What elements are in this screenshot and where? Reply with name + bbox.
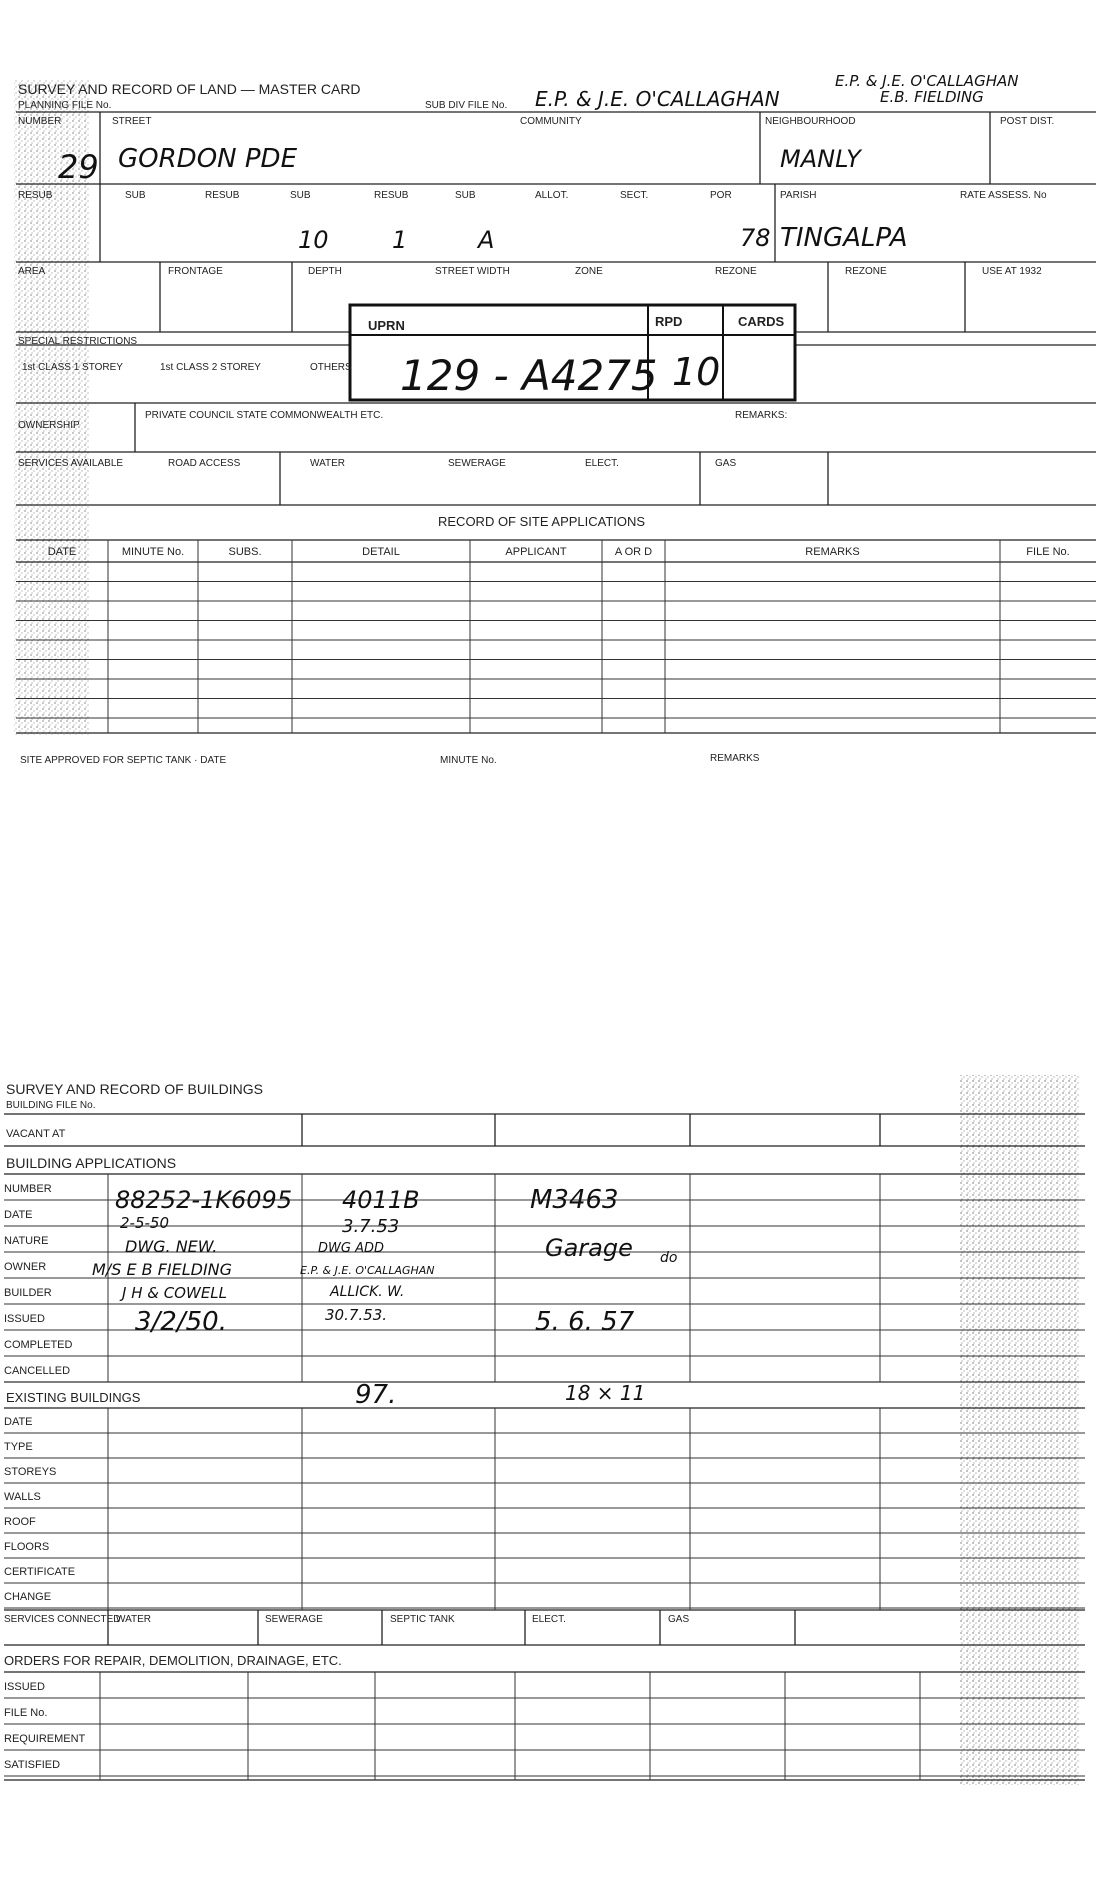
number-label: NUMBER (18, 116, 62, 127)
services-connected-label: SERVICES CONNECTED (4, 1614, 121, 1625)
uprn-value: 129 - A4275 (400, 351, 658, 400)
orders-table (4, 1672, 1085, 1780)
uprn-label: UPRN (368, 318, 405, 333)
planning-file-label: PLANNING FILE No. (18, 100, 112, 111)
orders-row-label: ISSUED (4, 1681, 45, 1693)
site-app-col-header: A OR D (614, 546, 653, 558)
svc-elect-label: ELECT. (532, 1614, 566, 1625)
remarks-label: REMARKS: (735, 410, 788, 421)
orders-row-label: REQUIREMENT (4, 1733, 86, 1745)
site-app-col-header: DETAIL (362, 546, 400, 558)
existing-value-2: 18 × 11 (565, 1381, 646, 1405)
por-label: POR (710, 190, 732, 201)
sub-value: 10 (298, 226, 329, 254)
owner-handwritten-2: E.P. & J.E. O'CALLAGHAN (835, 72, 1019, 90)
existing-value-1: 97. (355, 1380, 397, 1410)
street-label: STREET (112, 116, 152, 127)
number-value: 29 (58, 148, 99, 186)
street-width-label: STREET WIDTH (435, 266, 510, 277)
depth-label: DEPTH (308, 266, 342, 277)
svc-gas-label: GAS (668, 1614, 690, 1625)
svc-septic-label: SEPTIC TANK (390, 1614, 455, 1625)
rezone-label: REZONE (715, 266, 757, 277)
street-value: GORDON PDE (118, 144, 298, 174)
land-card-title: SURVEY AND RECORD OF LAND — MASTER CARD (18, 81, 361, 97)
building-app-row-label: BUILDER (4, 1287, 52, 1299)
existing-row-label: CERTIFICATE (4, 1566, 76, 1578)
resub-label: RESUB (18, 190, 53, 201)
orders-title: ORDERS FOR REPAIR, DEMOLITION, DRAINAGE, ETC. (4, 1653, 342, 1668)
frontage-label: FRONTAGE (168, 266, 223, 277)
site-app-col-header: MINUTE No. (121, 546, 185, 558)
app2-number: 4011B (342, 1186, 420, 1214)
building-app-row-label: DATE (4, 1209, 33, 1221)
app1-date: 2-5-50 (120, 1214, 169, 1232)
rpd-label: RPD (655, 314, 683, 329)
building-app-row-label: NUMBER (4, 1183, 52, 1195)
site-applications-title: RECORD OF SITE APPLICATIONS (438, 514, 646, 529)
zone-label: ZONE (575, 266, 603, 277)
building-app-row-label: ISSUED (4, 1313, 45, 1325)
cards-label: CARDS (738, 314, 785, 329)
others-label: OTHERS (310, 362, 352, 373)
site-app-col-header: FILE No. (1026, 546, 1070, 558)
app2-owner: E.P. & J.E. O'CALLAGHAN (300, 1264, 435, 1277)
app2-date: 3.7.53 (342, 1216, 400, 1237)
area-label: AREA (18, 266, 46, 277)
por-value: 78 (740, 224, 771, 252)
app1-nature: DWG. NEW. (125, 1237, 218, 1256)
water-label: WATER (310, 458, 345, 469)
sewerage-label: SEWERAGE (448, 458, 506, 469)
app1-number: 88252-1K6095 (115, 1186, 293, 1214)
existing-buildings-title: EXISTING BUILDINGS (6, 1390, 141, 1405)
uprn-stamp (350, 305, 795, 400)
building-app-row-label: OWNER (4, 1261, 47, 1273)
services-available-label: SERVICES AVAILABLE (18, 458, 124, 469)
owner-handwritten-1: E.P. & J.E. O'CALLAGHAN (535, 87, 780, 111)
existing-row-label: CHANGE (4, 1591, 52, 1603)
allot-label: ALLOT. (535, 190, 569, 201)
class2-label: 1st CLASS 2 STOREY (160, 362, 261, 373)
app2-issued: 30.7.53. (325, 1306, 388, 1324)
road-access-label: ROAD ACCESS (168, 458, 241, 469)
rate-assess-label: RATE ASSESS. No (960, 190, 1047, 201)
site-app-col-header: DATE (47, 546, 77, 558)
resub3-label: RESUB (374, 190, 409, 201)
app3-issued: 5. 6. 57 (535, 1307, 635, 1337)
sect-label: SECT. (620, 190, 649, 201)
existing-row-label: FLOORS (4, 1541, 50, 1553)
building-card (4, 1075, 1085, 1785)
site-app-col-header: SUBS. (228, 546, 262, 558)
sub-div-file-label: SUB DIV FILE No. (425, 100, 508, 111)
existing-row-label: TYPE (4, 1441, 33, 1453)
ownership-label: OWNERSHIP (18, 420, 80, 431)
septic-label: SITE APPROVED FOR SEPTIC TANK · DATE (20, 755, 227, 766)
ownership-options: PRIVATE COUNCIL STATE COMMONWEALTH ETC. (145, 410, 384, 421)
sub2-value: A (478, 226, 495, 254)
septic-remarks-label: REMARKS (710, 753, 760, 764)
app1-issued: 3/2/50. (135, 1307, 227, 1337)
existing-row-label: WALLS (4, 1491, 41, 1503)
scan-noise-right (960, 1075, 1080, 1785)
use-at-label: USE AT 1932 (982, 266, 1042, 277)
existing-row-label: DATE (4, 1416, 33, 1428)
sub3-label: SUB (455, 190, 476, 201)
rpd-value: 10 (672, 350, 721, 394)
resub-value: 1 (392, 226, 408, 254)
rezone2-label: REZONE (845, 266, 887, 277)
orders-row-label: FILE No. (4, 1707, 48, 1719)
building-applications-title: BUILDING APPLICATIONS (6, 1155, 177, 1171)
svc-sewerage-label: SEWERAGE (265, 1614, 323, 1625)
special-restrictions-label: SPECIAL RESTRICTIONS (18, 336, 138, 347)
building-file-label: BUILDING FILE No. (6, 1100, 96, 1111)
existing-buildings-table (4, 1408, 1085, 1610)
orders-row-label: SATISFIED (4, 1759, 61, 1771)
sub2-label: SUB (290, 190, 311, 201)
land-card (14, 72, 1096, 766)
app3-nature: Garage (545, 1234, 633, 1262)
building-app-row-label: NATURE (4, 1235, 49, 1247)
app2-nature: DWG ADD (318, 1241, 384, 1256)
app2-builder: ALLICK. W. (330, 1284, 405, 1300)
owner-handwritten-3: E.B. FIELDING (880, 88, 984, 106)
class1-label: 1st CLASS 1 STOREY (22, 362, 123, 373)
septic-minute-label: MINUTE No. (440, 755, 497, 766)
neighbourhood-value: MANLY (780, 145, 861, 173)
neighbourhood-label: NEIGHBOURHOOD (765, 116, 856, 127)
vacant-label: VACANT AT (6, 1128, 66, 1140)
building-card-title: SURVEY AND RECORD OF BUILDINGS (6, 1081, 263, 1097)
app3-nature-extra: do (660, 1250, 678, 1266)
building-app-row-label: COMPLETED (4, 1339, 73, 1351)
site-app-col-header: REMARKS (805, 546, 860, 558)
existing-row-label: STOREYS (4, 1466, 57, 1478)
app1-owner: M/S E B FIELDING (92, 1260, 233, 1279)
resub2-label: RESUB (205, 190, 240, 201)
existing-row-label: ROOF (4, 1516, 36, 1528)
site-app-col-header: APPLICANT (505, 546, 567, 558)
parish-label: PARISH (780, 190, 817, 201)
svc-water-label: WATER (116, 1614, 151, 1625)
elect-label: ELECT. (585, 458, 619, 469)
app1-builder: J H & COWELL (122, 1284, 228, 1302)
post-dist-label: POST DIST. (1000, 116, 1055, 127)
gas-label: GAS (715, 458, 737, 469)
sub-label: SUB (125, 190, 146, 201)
building-app-row-label: CANCELLED (4, 1365, 71, 1377)
site-applications-table (16, 540, 1096, 733)
app3-number: M3463 (530, 1185, 619, 1215)
community-label: COMMUNITY (520, 116, 582, 127)
parish-value: TINGALPA (780, 223, 908, 253)
